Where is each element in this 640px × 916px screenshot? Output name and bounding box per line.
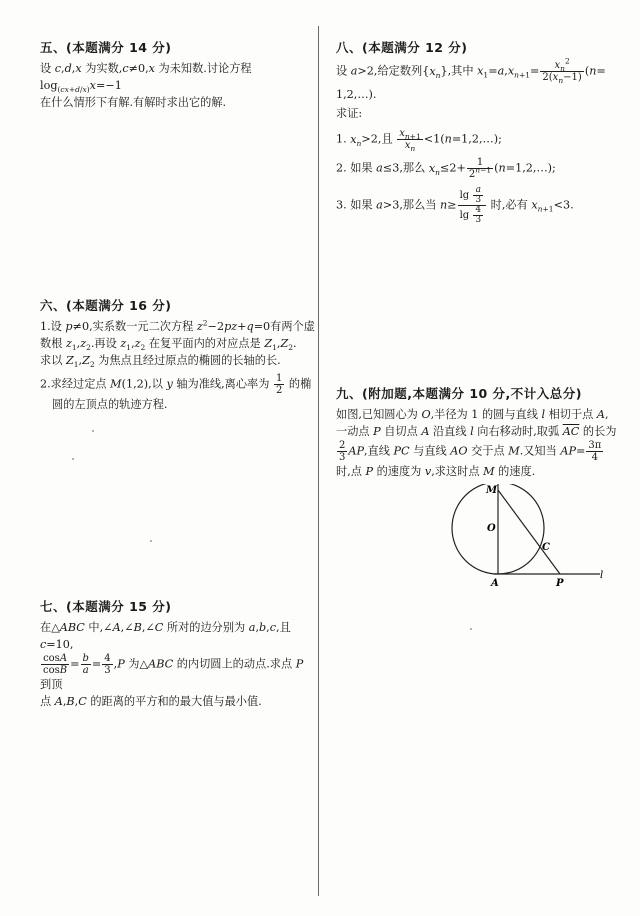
problem-8-line-2: 1,2,…). [336, 88, 377, 101]
problem-9-line-3: $\frac{2}{3}$ AP,直线 PC 与直线 AO 交于点 M.又知当 AP= $\frac{3\pi}{4}$ [339, 440, 602, 463]
problem-8-line-4: 1. $x_n>2$,且 $\frac{x_{n+1}}{x_n}$ <1(n=1,2,…); [336, 128, 502, 153]
problem-8-line-1: 设 a>2,给定数列$\{x_n\}$,其中 $x_1=a,x_{n+1}=$ $\frac{x_n^2}{2(x_n-1)}$ (n= [336, 56, 606, 85]
problem-7-line-1: 在△ABC 中,∠A,∠B,∠C 所对的边分别为 a,b,c,且 c=10, [40, 621, 291, 651]
problem-7-line-2: $\frac{\cos A}{\cos B}$ = $\frac{b}{a}$ = $\frac{4}{3}$ ,P 为△ABC 的内切圆上的动点.求点 P 到顶 [40, 653, 304, 691]
label-p: P [556, 578, 564, 588]
problem-5-heading: 五、(本题满分 14 分) [40, 40, 172, 55]
circle-tangent-figure [450, 484, 610, 588]
problem-9-line-1: 如图,已知圆心为 O,半径为 1 的圆与直线 l 相切于点 A, [336, 408, 609, 421]
label-l: l [600, 570, 604, 581]
problem-6-line-3: 求以 $Z_1,Z_2$ 为焦点且经过原点的椭圆的长轴的长. [40, 354, 281, 370]
problem-8-line-5: 2. 如果 a≤3,那么 $x_n\le 2+$ $\frac{1}{2^{n-1}}$ (n=1,2,…); [336, 157, 556, 180]
problem-9-line-4: 时,点 P 的速度为 v,求这时点 M 的速度. [336, 465, 536, 478]
problem-9-heading: 九、(附加题,本题满分 10 分,不计入总分) [336, 386, 583, 401]
problem-6-line-4: 2.求经过定点 M(1,2),以 y 轴为准线,离心率为 $\frac{1}{2}$ 的椭 [40, 373, 312, 396]
problem-8-heading: 八、(本题满分 12 分) [336, 40, 468, 55]
scan-speck [92, 430, 94, 432]
label-m: M [486, 485, 498, 496]
scan-speck [72, 458, 74, 460]
problem-6-line-1: 1.设 p≠0,实系数一元二次方程 $z^2-2pz+q=0$有两个虚 [40, 318, 315, 333]
problem-7 [40, 597, 316, 710]
problem-5-line-2: 在什么情形下有解.有解时求出它的解. [40, 96, 227, 109]
scan-speck [150, 540, 152, 542]
problem-8-line-3: 求证: [336, 107, 363, 120]
label-o: O [487, 523, 496, 534]
problem-5 [40, 38, 312, 111]
right-column [322, 0, 640, 916]
problem-9-line-2: 一动点 P 自切点 A 沿直线 l 向右移动时,取弧 $\overline{AC}$ 的长为 [336, 425, 617, 438]
problem-5-line-1: 设 c,d,x 为实数,c≠0,x 为未知数.讨论方程 $\log_{(cx+d/x)}x=-1$ [40, 62, 252, 95]
problem-7-heading: 七、(本题满分 15 分) [40, 599, 172, 614]
problem-9 [336, 384, 632, 480]
problem-6-heading: 六、(本题满分 16 分) [40, 298, 172, 313]
problem-8 [336, 38, 632, 225]
problem-6-line-2: 数根 $z_1,z_2$.再设 $z_1,z_2$ 在复平面内的对应点是 $Z_1,Z_2$. [40, 337, 297, 353]
problem-8-line-6: 3. 如果 a>3,那么当 n≥ lg $\frac{a}{3}$ lg $\frac{4}{3}$ 时,必有 $x_{n+1}<3$. [336, 185, 574, 225]
problem-6-line-5: 圆的左顶点的轨迹方程. [52, 398, 168, 411]
label-a: A [491, 578, 499, 588]
label-c: C [542, 542, 550, 553]
problem-6 [40, 296, 316, 413]
problem-7-line-3: 点 A,B,C 的距离的平方和的最大值与最小值. [40, 695, 262, 708]
scan-speck [470, 628, 472, 630]
